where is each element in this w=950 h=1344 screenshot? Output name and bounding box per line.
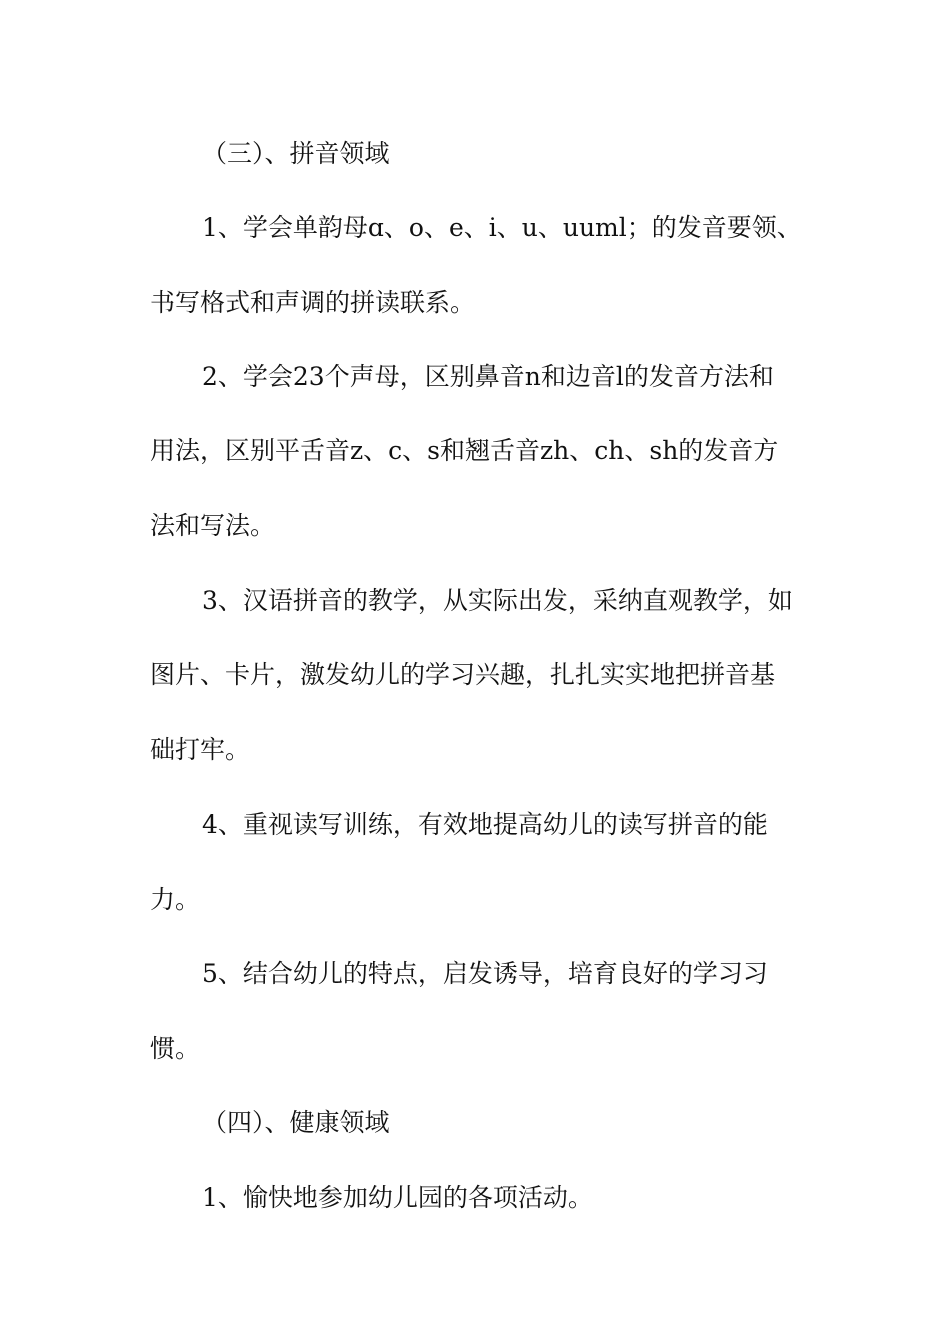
- paragraph-line: 用法，区别平舌音z、c、s和翘舌音zh、ch、sh的发音方: [150, 436, 779, 465]
- paragraph-line: 4、重视读写训练，有效地提高幼儿的读写拼音的能: [202, 810, 768, 839]
- paragraph-line: 3、汉语拼音的教学，从实际出发，采纳直观教学，如: [202, 586, 793, 615]
- paragraph-line: 1、学会单韵母ɑ、o、e、i、u、uuml；的发音要领、: [202, 213, 802, 242]
- paragraph-line: 法和写法。: [150, 511, 276, 540]
- paragraph-line: 5、结合幼儿的特点，启发诱导，培育良好的学习习: [202, 959, 768, 988]
- paragraph-line: 2、学会23个声母，区别鼻音n和边音l的发音方法和: [202, 362, 774, 391]
- paragraph-line: 书写格式和声调的拼读联系。: [150, 288, 476, 317]
- paragraph-line: 图片、卡片，激发幼儿的学习兴趣，扎扎实实地把拼音基: [150, 660, 776, 689]
- section-heading-pinyin: （三）、拼音领域: [202, 139, 390, 168]
- section-heading-health: （四）、健康领域: [202, 1108, 390, 1137]
- paragraph-line: 1、愉快地参加幼儿园的各项活动。: [202, 1183, 593, 1212]
- paragraph-line: 础打牢。: [150, 735, 251, 764]
- paragraph-line: 惯。: [150, 1034, 201, 1063]
- paragraph-line: 力。: [150, 885, 201, 914]
